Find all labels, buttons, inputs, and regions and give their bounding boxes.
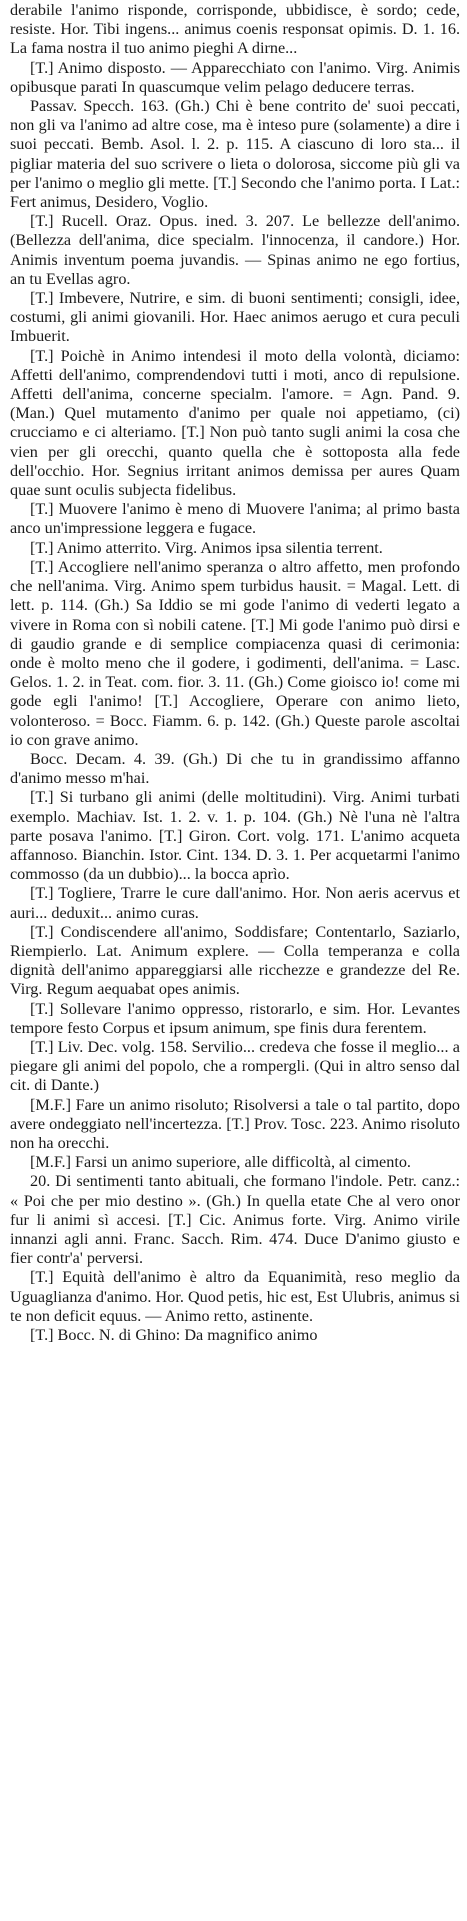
entry-paragraph	[10, 558, 460, 750]
paragraph-text: [T.] Sollevare l'animo oppresso, ristorarlo, e sim. Hor. Levantes tempore festo Corpus et ipsum animum, spe finis dura ferentem.	[10, 999, 460, 1037]
entry-paragraph	[10, 212, 460, 289]
entry-paragraph	[10, 884, 460, 922]
entry-paragraph	[10, 788, 460, 884]
paragraph-text: [T.] Si turbano gli animi (delle moltitudini). Virg. Animi turbati exemplo. Machiav. Ist. 1. 2. v. 1. p. 104. (Gh.) Nè l'una nè l'altra parte posava l'animo. [T.] Giron. Cort. volg. 171. L'animo acqueta affannoso. Bianchin. Istor. Cint. 134. D. 3. 1. Per acquetarmi l'animo commosso (da un dubbio)... la bocca aprìo.	[10, 788, 460, 884]
entry-paragraph	[10, 500, 460, 538]
entry-paragraph	[10, 1172, 460, 1268]
entry-paragraph	[10, 1038, 460, 1096]
entry-paragraph	[10, 539, 460, 558]
paragraph-text: Bocc. Decam. 4. 39. (Gh.) Di che tu in grandissimo affanno d'animo messo m'hai.	[10, 749, 460, 788]
entry-paragraph	[10, 1, 460, 59]
paragraph-text: [T.] Condiscendere all'animo, Soddisfare; Contentarlo, Saziarlo, Riempierlo. Lat. Animum explere. — Colla temperanza e colla dignità dell'animo appareggiarsi alle ricchezze e grandezze del Re. Virg. Regum aequabat opes animis.	[10, 922, 460, 999]
entry-paragraph	[10, 347, 460, 501]
entry-paragraph	[10, 1268, 460, 1326]
paragraph-text: [T.] Liv. Dec. volg. 158. Servilio... credeva che fosse il meglio... a piegare gli animi del popolo, che a rompergli. (Qui in altro senso dal cit. di Dante.)	[10, 1037, 460, 1095]
entry-paragraph	[10, 289, 460, 347]
entry-paragraph	[10, 59, 460, 97]
paragraph-text: [T.] Imbevere, Nutrire, e sim. di buoni sentimenti; consigli, idee, costumi, gli animi giovanili. Hor. Haec animos aerugo et cura peculi Imbuerit.	[10, 289, 460, 346]
paragraph-text: [M.F.] Fare un animo risoluto; Risolversi a tale o tal partito, dopo avere ondeggiato nell'incertezza. [T.] Prov. Tosc. 223. Animo risoluto non ha orecchi.	[10, 1095, 460, 1152]
paragraph-text: [T.] Equità dell'animo è altro da Equanimità, reso meglio da Uguaglianza d'animo. Hor. Quod petis, hic est, Est Ulubris, animus si te non deficit equus. — Animo retto, astinente.	[10, 1268, 460, 1325]
paragraph-text: [T.] Muovere l'animo è meno di Muovere l'anima; al primo basta anco un'impressione leggera e fugace.	[10, 500, 460, 538]
entry-paragraph	[10, 750, 460, 788]
entry-paragraph	[10, 1153, 460, 1172]
paragraph-text: [T.] Animo disposto. — Apparecchiato con l'animo. Virg. Animis opibusque parati In quascumque velim pelago deducere terras.	[10, 58, 460, 96]
entry-paragraph	[10, 1326, 460, 1345]
paragraph-text: [T.] Rucell. Oraz. Opus. ined. 3. 207. Le bellezze dell'animo. (Bellezza dell'anima, dice specialm. l'innocenza, il candore.) Hor. Animis inventum poema juvandis. — Spinas animo ne ego fortius, an tu Evellas agro.	[10, 212, 460, 288]
entry-paragraph	[10, 923, 460, 1000]
paragraph-text: [T.] Bocc. N. di Ghino: Da magnifico animo	[30, 1326, 318, 1345]
entry-paragraph	[10, 1000, 460, 1038]
paragraph-text: Passav. Specch. 163. (Gh.) Chi è bene contrito de' suoi peccati, non gli va l'animo ad altre cose, ma è inteso pure (solamente) a dire i suoi peccati. Bemb. Asol. l. 2. p. 115. A ciascuno di loro sta... il pigliar materia del suo scrivere o lieta o dolorosa, siccome più gli va per l'animo o meglio gli mette. [T.] Secondo che l'animo porta. I Lat.: Fert animus, Desidero, Voglio.	[10, 97, 460, 212]
paragraph-text: derabile l'animo risponde, corrisponde, ubbidisce, è sordo; cede, resiste. Hor. Tibi ingens... animus coenis responsat opimis. D. 1. 16. La fama nostra il tuo animo pieghi A dirne...	[10, 1, 460, 58]
entry-paragraph	[10, 1096, 460, 1154]
paragraph-text: [M.F.] Farsi un animo superiore, alle difficoltà, al cimento.	[30, 1153, 411, 1172]
entry-paragraph	[10, 97, 460, 212]
paragraph-text: [T.] Togliere, Trarre le cure dall'animo. Hor. Non aeris acervus et auri... deduxit... animo curas.	[10, 884, 460, 922]
paragraph-text: [T.] Accogliere nell'animo speranza o altro affetto, men profondo che nell'anima. Virg. Animo spem turbidus hausit. = Magal. Lett. di lett. p. 114. (Gh.) Sa Iddio se mi gode l'animo di vederti legato a vivere in Roma con sì nobili catene. [T.] Mi gode l'animo può dirsi e di gaudio grande e di semplice compiacenza quasi di cerimonia: onde è molto meno che il godere, i godimenti, dell'anima. = Lasc. Gelos. 1. 2. in Teat. com. fior. 3. 11. (Gh.) Come gioisco io! come mi gode egli l'animo! [T.] Accogliere, Operare con animo lieto, volonteroso. = Bocc. Fiamm. 6. p. 142. (Gh.) Queste parole ascoltai io con grave animo.	[10, 557, 460, 749]
paragraph-text: [T.] Poichè in Animo intendesi il moto della volontà, diciamo: Affetti dell'animo, comprendendovi tutti i moti, anco di repulsione. Affetti dell'anima, concerne specialm. l'amore. = Agn. Pand. 9. (Man.) Quel mutamento d'animo per quale noi appetiamo, (ci) crucciamo e ci alteriamo. [T.] Non può tanto sugli animi la cosa che vien per gli orecchi, quanto quella che è sottoposta alla fede dell'occhio. Hor. Segnius irritant animos demissa per aures Quam quae sunt oculis subjecta fidelibus.	[10, 346, 460, 500]
paragraph-text: 20. Di sentimenti tanto abituali, che formano l'indole. Petr. canz.: « Poi che per mio destino ». (Gh.) In quella etate Che al vero onor fur li animi sì accesi. [T.] Cic. Animus forte. Virg. Animo virile innanzi agli anni. Franc. Sacch. Rim. 474. Duce D'animo giusto e fier contr'a' perversi.	[10, 1172, 460, 1268]
paragraph-text: [T.] Animo atterrito. Virg. Animos ipsa silentia terrent.	[30, 538, 383, 557]
